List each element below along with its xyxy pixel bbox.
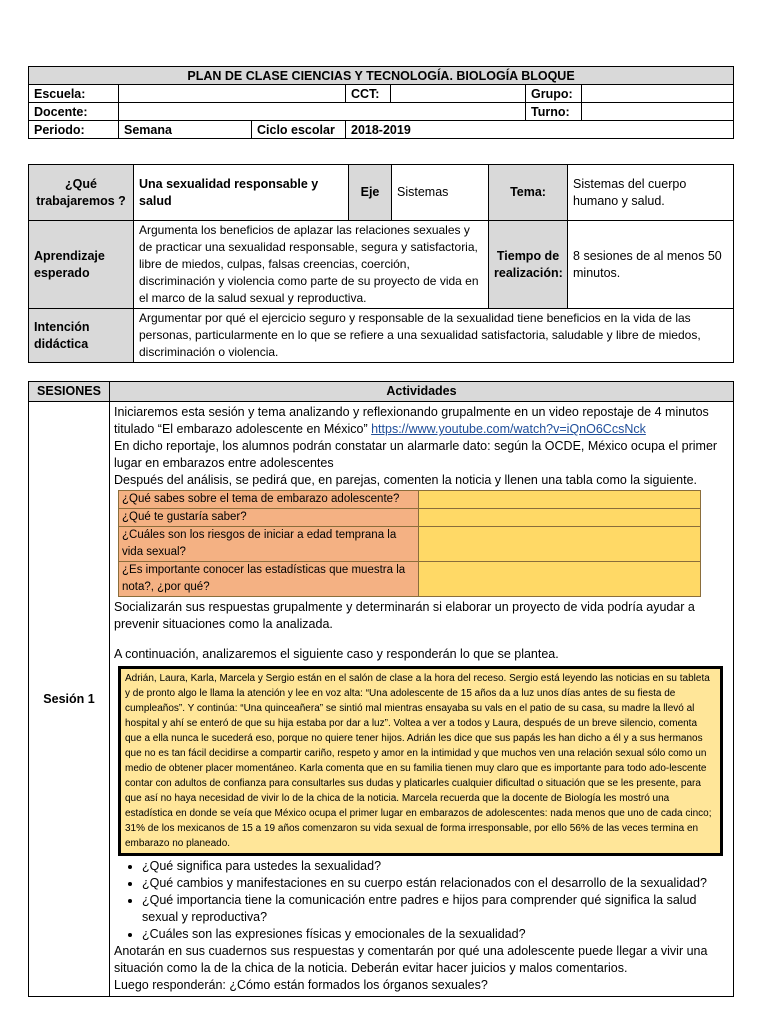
plan-table: [28, 164, 734, 363]
tiempo-value: 8 sesiones de al menos 50 minutos.: [568, 221, 734, 309]
grupo-field[interactable]: [582, 85, 734, 103]
case-box: Adrián, Laura, Karla, Marcela y Sergio están en el salón de clase a la hora del receso. Sergio está leyendo las noticias en su tableta y de pronto algo le llama la atención y lee en voz alta: “Una adolescente de 15 años da a luz unos días antes de su fiesta de cumpleaños”. Y continúa: “Una quinceañera” se sintió mal mientras ensayaba su vals en el patio de su casa, su madre la llevó al hospital y ahí se enteró de que su hija estaba por dar a luz”. Voltea a ver a todos y Laura, después de un breve silencio, comenta que a ella nunca le sucederá eso, porque no quiere tener hijos. Adrián les dice que sus papás les han dicho a él y a sus hermanos que no es tan fácil decidirse a compartir cariño, respeto y amor en la intimidad y que muchos ven una relación sexual sólo como un medio de obtener placer momentáneo. Karla comenta que en su familia tienen muy claro que es importante para todo ado-lescente contar con adultos de confianza para consultarles sus dudas y platicarles cualquier dificultad o situación que se les presente, para que así no haya necesidad de vivir lo de la chica de la noticia. Marcela recuerda que la docente de Biología les mostró una estadística en donde se veía que México ocupa el primer lugar en embarazos de adolescentes: nada menos que uno de cada cinco; 31% de los mexicanos de 15 a 19 años comenzaron su vida sexual de forma irresponsable, por ello 56% de las veces termina en embarazo no planeado.: [118, 666, 723, 856]
cct-field[interactable]: [391, 85, 526, 103]
ciclo-value: 2018-2019: [346, 121, 734, 139]
aprendizaje-value: Argumenta los beneficios de aplazar las relaciones sexuales y de practicar una sexualidad responsable, segura y satisfactoria, libre de miedos, culpas, falsas creencias, coerción, discriminación y violencia como parte de su proyecto de vida en el marco de la salud sexual y reproductiva.: [134, 221, 489, 309]
paragraph-5: A continuación, analizaremos el siguiente caso y responderán lo que se plantea.: [114, 647, 559, 661]
question-cell: ¿Qué te gustaría saber?: [119, 509, 419, 527]
semana-label: Semana: [119, 121, 252, 139]
docente-field[interactable]: [119, 103, 526, 121]
list-item: • ¿Qué cambios y manifestaciones en su cuerpo están relacionados con el desarrollo de la sexualidad?: [142, 875, 729, 892]
escuela-label: Escuela:: [29, 85, 119, 103]
paragraph-6: Anotarán en sus cuadernos sus respuestas y comentarán por qué una adolescente puede llegar a vivir una situación como la de la chica de la noticia. Deberán evitar hacer juicios y malos comentarios.: [114, 944, 708, 975]
list-item: • ¿Qué significa para ustedes la sexualidad?: [142, 858, 729, 875]
intencion-value: Argumentar por qué el ejercicio seguro y responsable de la sexualidad tiene beneficios en la vida de las personas, particularmente en lo que se refiere a una sexualidad satisfactoria, saludable y libre de miedos, discriminación o violencia.: [134, 309, 734, 363]
question-cell: ¿Es importante conocer las estadísticas que muestra la nota?, ¿por qué?: [119, 562, 419, 597]
ciclo-label: Ciclo escolar: [252, 121, 346, 139]
intencion-label: Intención didáctica: [29, 309, 134, 363]
table-row: [119, 491, 701, 509]
paragraph-7: Luego responderán: ¿Cómo están formados los órganos sexuales?: [114, 978, 488, 992]
eje-label: Eje: [349, 165, 392, 221]
intro-text: Iniciaremos esta sesión y tema analizando y reflexionando grupalmente en un video repostaje de 4 minutos titulado “El embarazo adolescente en México”: [114, 405, 709, 436]
table-row: [119, 509, 701, 527]
answer-cell[interactable]: [419, 509, 701, 527]
sessions-table: [28, 381, 734, 997]
spacer: [114, 633, 729, 646]
grupo-label: Grupo:: [526, 85, 582, 103]
tema-label: Tema:: [489, 165, 568, 221]
questions-table: [118, 490, 701, 597]
paragraph-2: En dicho reportaje, los alumnos podrán constatar un alarmarle dato: según la OCDE, México ocupa el primer lugar en embarazos entre adolescentes: [114, 439, 718, 470]
table-row: [119, 562, 701, 597]
turno-label: Turno:: [526, 103, 582, 121]
docente-label: Docente:: [29, 103, 119, 121]
video-link[interactable]: https://www.youtube.com/watch?v=iQnO6CcsNck: [371, 422, 646, 436]
question-cell: ¿Cuáles son los riesgos de iniciar a edad temprana la vida sexual?: [119, 527, 419, 562]
paragraph-3: Después del análisis, se pedirá que, en parejas, comenten la noticia y llenen una tabla como la siguiente.: [114, 473, 698, 487]
header-table: [28, 66, 734, 139]
col-actividades: Actividades: [110, 382, 734, 402]
aprendizaje-label: Aprendizaje esperado: [29, 221, 134, 309]
tiempo-label: Tiempo de realización:: [489, 221, 568, 309]
paragraph-4: Socializarán sus respuestas grupalmente y determinarán si elaborar un proyecto de vida podría ayudar a prevenir situaciones como la analizada.: [114, 600, 695, 631]
col-sesiones: SESIONES: [29, 382, 110, 402]
list-item: • ¿Cuáles son las expresiones físicas y emocionales de la sexualidad?: [142, 926, 729, 943]
session-activities: [110, 402, 734, 997]
question-cell: ¿Qué sabes sobre el tema de embarazo adolescente?: [119, 491, 419, 509]
tema-value: Sistemas del cuerpo humano y salud.: [568, 165, 734, 221]
table-row: [119, 527, 701, 562]
turno-field[interactable]: [582, 103, 734, 121]
intro-paragraph: [114, 404, 729, 438]
eje-value: Sistemas: [392, 165, 489, 221]
answer-cell[interactable]: [419, 562, 701, 597]
cct-label: CCT:: [346, 85, 391, 103]
list-item: • ¿Qué importancia tiene la comunicación entre padres e hijos para comprender qué significa la salud sexual y reproductiva?: [142, 892, 729, 926]
periodo-label: Periodo:: [29, 121, 119, 139]
que-value: Una sexualidad responsable y salud: [134, 165, 349, 221]
session-label: Sesión 1: [29, 402, 110, 997]
que-label: ¿Qué trabajaremos ?: [29, 165, 134, 221]
answer-cell[interactable]: [419, 527, 701, 562]
escuela-field[interactable]: [119, 85, 346, 103]
question-list: [114, 858, 729, 943]
answer-cell[interactable]: [419, 491, 701, 509]
plan-title: PLAN DE CLASE CIENCIAS Y TECNOLOGÍA. BIOLOGÍA BLOQUE: [29, 67, 734, 85]
